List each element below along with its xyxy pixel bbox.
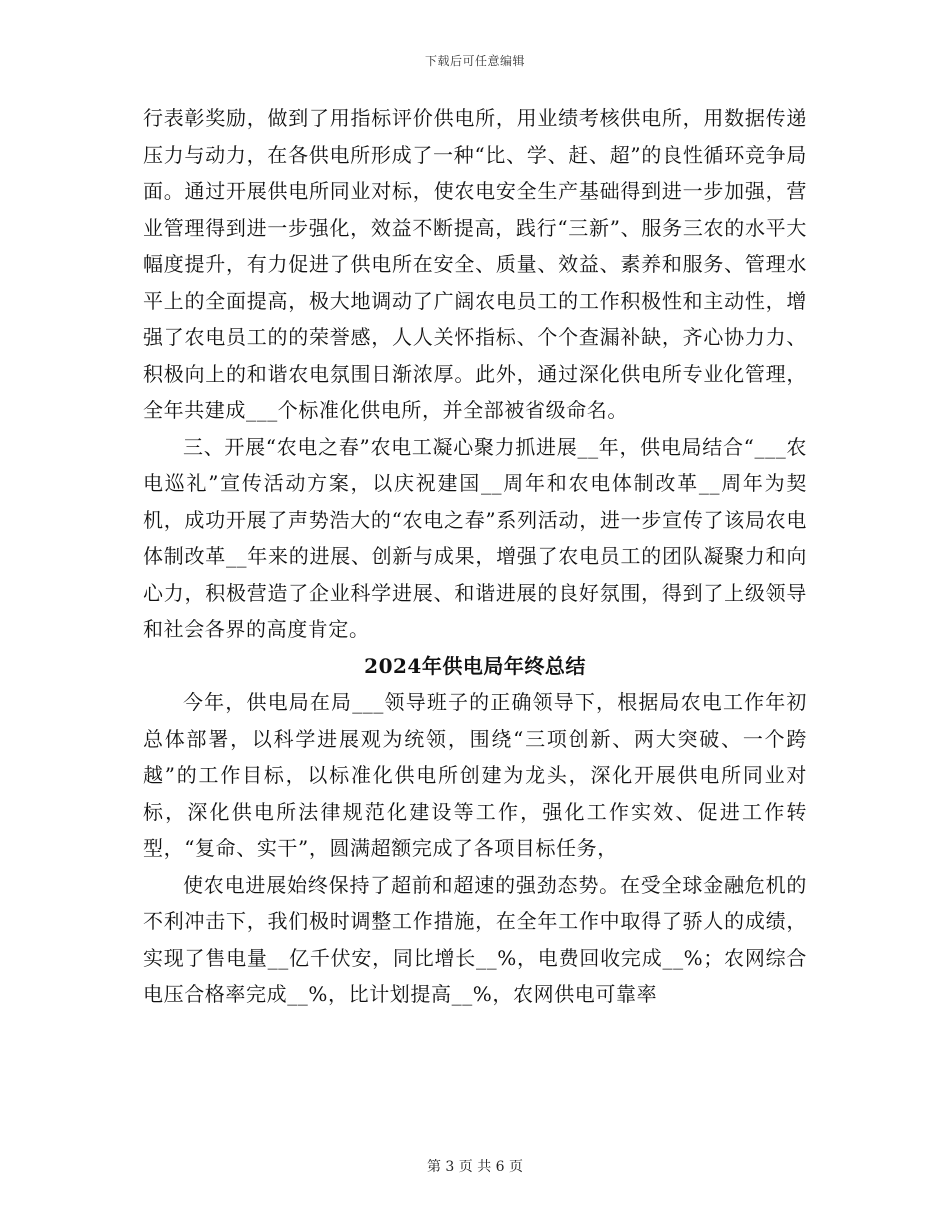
section-title: 2024年供电局年终总结: [364, 653, 586, 678]
page-header-note: 下载后可任意编辑: [424, 54, 525, 68]
document-body: [143, 100, 807, 1013]
paragraph-summary-intro: 今年，供电局在局___领导班子的正确领导下，根据局农电工作年初总体部署，以科学进展观为统领，围绕“三项创新、两大突破、一个跨越”的工作目标，以标准化供电所创建为龙头，深化开展供电所同业对标，深化供电所法律规范化建设等工作，强化工作实效、促进工作转型，“复命、实干”，圆满超额完成了各项目标任务，: [143, 690, 807, 860]
paragraph-section-three: 三、开展“农电之春”农电工凝心聚力抓进展__年，供电局结合“___农电巡礼”宣传活动方案，以庆祝建国__周年和农电体制改革__周年为契机，成功开展了声势浩大的“农电之春”系列活动，进一步宣传了该局农电体制改革__年来的进展、创新与成果，增强了农电员工的团队凝聚力和向心力，积极营造了企业科学进展、和谐进展的良好氛围，得到了上级领导和社会各界的高度肯定。: [143, 434, 807, 641]
paragraph-continued: 行表彰奖励，做到了用指标评价供电所，用业绩考核供电所，用数据传递压力与动力，在各供电所形成了一种“比、学、赶、超”的良性循环竞争局面。通过开展供电所同业对标，使农电安全生产基础得到进一步加强，营业管理得到进一步强化，效益不断提高，践行“三新”、服务三农的水平大幅度提升，有力促进了供电所在安全、质量、效益、素养和服务、管理水平上的全面提高，极大地调动了广阔农电员工的工作积极性和主动性，增强了农电员工的的荣誉感，人人关怀指标、个个查漏补缺，齐心协力力、积极向上的和谐农电氛围日渐浓厚。此外，通过深化供电所专业化管理，全年共建成___个标准化供电所，并全部被省级命名。: [143, 106, 807, 422]
paragraph-summary-results: 使农电进展始终保持了超前和超速的强劲态势。在受全球金融危机的不利冲击下，我们极时调整工作措施，在全年工作中取得了骄人的成绩，实现了售电量__亿千伏安，同比增长__%，电费回收完成__%；农网综合电压合格率完成__%，比计划提高__%，农网供电可靠率: [143, 872, 807, 1006]
page-number-footer: 第 3 页 共 6 页: [426, 1159, 524, 1175]
